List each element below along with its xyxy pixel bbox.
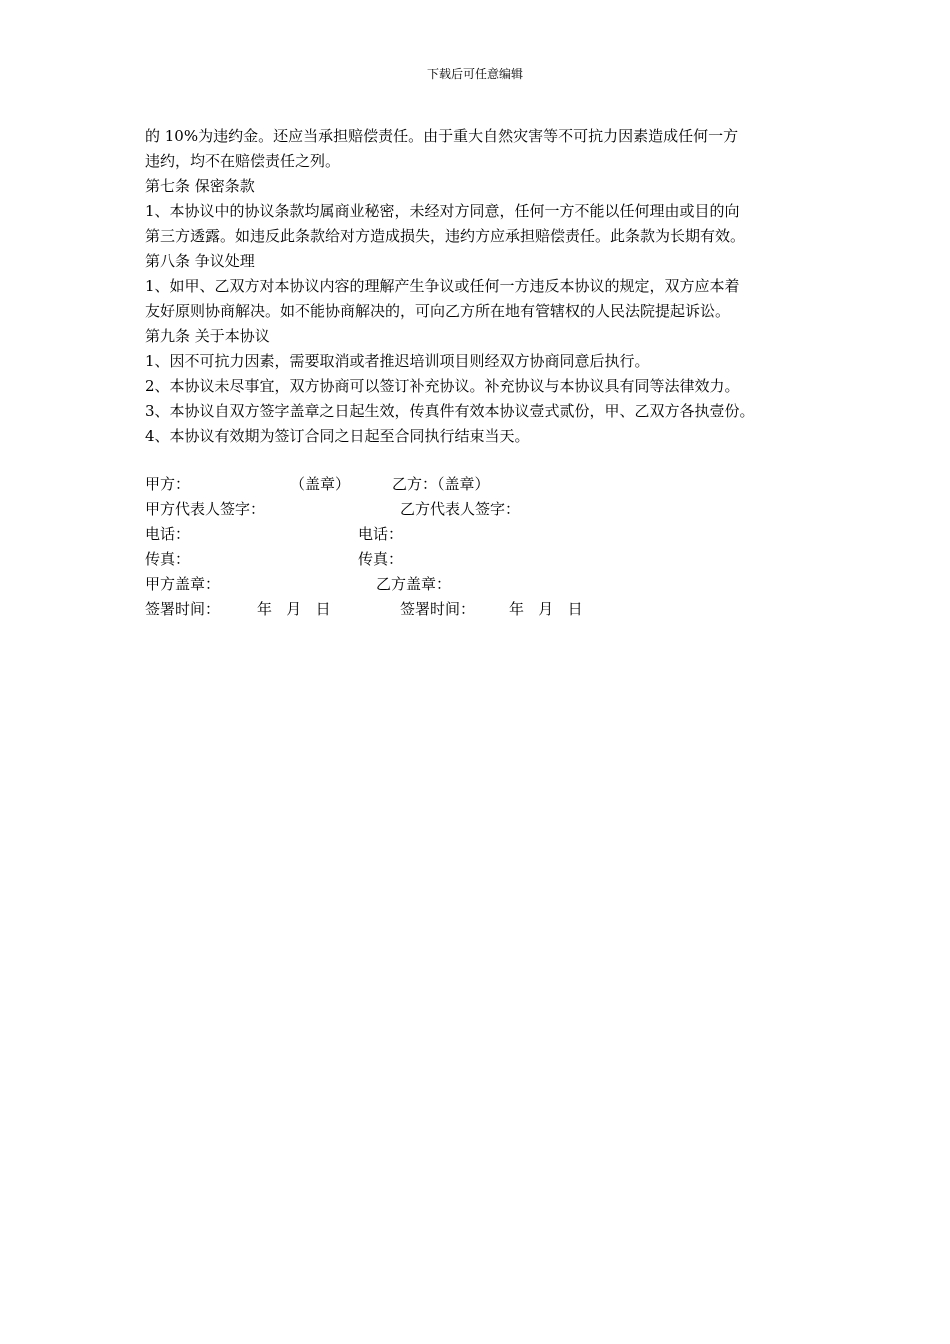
agreement-body xyxy=(145,124,825,449)
party-a-fax-label: 传真： xyxy=(145,550,191,568)
body-line: 4、本协议有效期为签订合同之日起至合同执行结束当天。 xyxy=(145,427,530,445)
party-b-fax-label: 传真： xyxy=(358,550,404,568)
party-b-rep-label: 乙方代表人签字： xyxy=(400,500,521,518)
signature-row-date xyxy=(145,597,825,622)
party-b-date-ymd: 年 月 日 xyxy=(509,600,583,618)
body-line: 违约，均不在赔偿责任之列。 xyxy=(145,152,341,170)
body-line: 的 10%为违约金。还应当承担赔偿责任。由于重大自然灾害等不可抗力因素造成任何一方 xyxy=(145,127,739,145)
party-a-stamp-label: 甲方盖章： xyxy=(145,575,221,593)
body-line: 第三方透露。如违反此条款给对方造成损失，违约方应承担赔偿责任。此条款为长期有效。 xyxy=(145,227,746,245)
party-a-phone-label: 电话： xyxy=(145,525,191,543)
party-a-seal-label: （盖章） xyxy=(290,475,351,493)
party-b-phone-label: 电话： xyxy=(358,525,404,543)
section-heading-confidentiality: 第七条 保密条款 xyxy=(145,177,255,195)
signature-row-representatives xyxy=(145,497,825,522)
party-b-stamp-label: 乙方盖章： xyxy=(376,575,452,593)
party-a-date-label: 签署时间： xyxy=(145,600,221,618)
signature-row-fax xyxy=(145,547,825,572)
body-line: 友好原则协商解决。如不能协商解决的，可向乙方所在地有管辖权的人民法院提起诉讼。 xyxy=(145,302,731,320)
party-a-rep-label: 甲方代表人签字： xyxy=(145,500,266,518)
body-line: 3、本协议自双方签字盖章之日起生效，传真件有效本协议壹式贰份，甲、乙双方各执壹份。 xyxy=(145,402,755,420)
signature-row-stamp xyxy=(145,572,825,597)
section-heading-agreement: 第九条 关于本协议 xyxy=(145,327,270,345)
body-line: 1、如甲、乙双方对本协议内容的理解产生争议或任何一方违反本协议的规定，双方应本着 xyxy=(145,277,740,295)
body-line: 2、本协议未尽事宜，双方协商可以签订补充协议。补充协议与本协议具有同等法律效力。 xyxy=(145,377,740,395)
body-line: 1、本协议中的协议条款均属商业秘密，未经对方同意，任何一方不能以任何理由或目的向 xyxy=(145,202,740,220)
party-b-date-label: 签署时间： xyxy=(400,600,476,618)
section-heading-dispute: 第八条 争议处理 xyxy=(145,252,255,270)
party-b-label: 乙方：（盖章） xyxy=(392,475,490,493)
party-a-label: 甲方： xyxy=(145,475,191,493)
signature-row-parties xyxy=(145,472,825,497)
signature-row-phone xyxy=(145,522,825,547)
page-header: 下载后可任意编辑 xyxy=(426,67,523,81)
body-line: 1、因不可抗力因素，需要取消或者推迟培训项目则经双方协商同意后执行。 xyxy=(145,352,650,370)
party-a-date-ymd: 年 月 日 xyxy=(257,600,331,618)
